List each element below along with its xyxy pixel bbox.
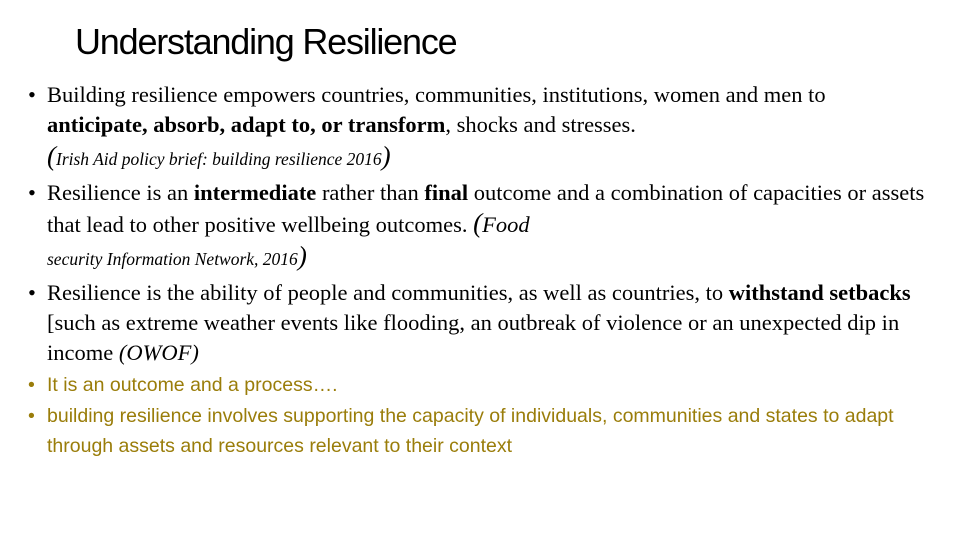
bullet-2-citation: security Information Network, 2016) [47,241,307,271]
bullet-1-citation-text: Irish Aid policy brief: building resilience 2016 [56,149,382,169]
bullet-dot-icon: • [28,82,36,107]
bullet-5-text: building resilience involves supporting the capacity of individuals, communities and states to adapt through assets and resources relevant to their context [47,405,894,457]
bullet-2-part2: rather than [316,180,425,205]
bullet-2-part1: Resilience is an [47,180,194,205]
bullet-dot-icon: • [28,405,35,427]
bullet-4-text: It is an outcome and a process…. [47,374,338,396]
bullet-item-1 [28,80,928,175]
bullet-item-4 [28,370,928,400]
bullet-2-cite-open: ( [473,208,483,238]
bullet-2-bold2: final [424,180,469,205]
bullet-item-5 [28,401,928,461]
bullet-1-bold: anticipate, absorb, adapt to, or transform [47,112,446,137]
bullet-dot-icon: • [28,280,36,305]
bullet-3-bold: withstand setbacks [728,280,911,305]
bullet-1-intro: Building resilience empowers countries, communities, institutions, women and men to [47,82,826,107]
bullet-item-3 [28,278,928,368]
bullet-list [28,80,928,461]
bullet-2-bold1: intermediate [193,180,317,205]
bullet-dot-icon: • [28,374,35,396]
bullet-1-citation: (Irish Aid policy brief: building resilience 2016) [47,141,391,171]
bullet-3-citation: (OWOF) [118,340,199,365]
bullet-3-intro: Resilience is the ability of people and communities, as well as countries, to [47,280,729,305]
bullet-2-cite-a: Food [482,212,530,237]
bullet-3-outro: [such as extreme weather events like flooding, an outbreak of violence or an unexpected dip in income [47,310,900,365]
bullet-item-2 [28,178,928,275]
bullet-dot-icon: • [28,180,36,205]
bullet-2-cite-b: security Information Network, 2016 [47,249,298,269]
slide-title: Understanding Resilience [75,21,457,62]
bullet-1-outro: , shocks and stresses. [445,112,636,137]
bullet-2-part3: outcome and a combination of capacities or assets that lead to other positive wellbeing outcomes. [47,180,925,237]
